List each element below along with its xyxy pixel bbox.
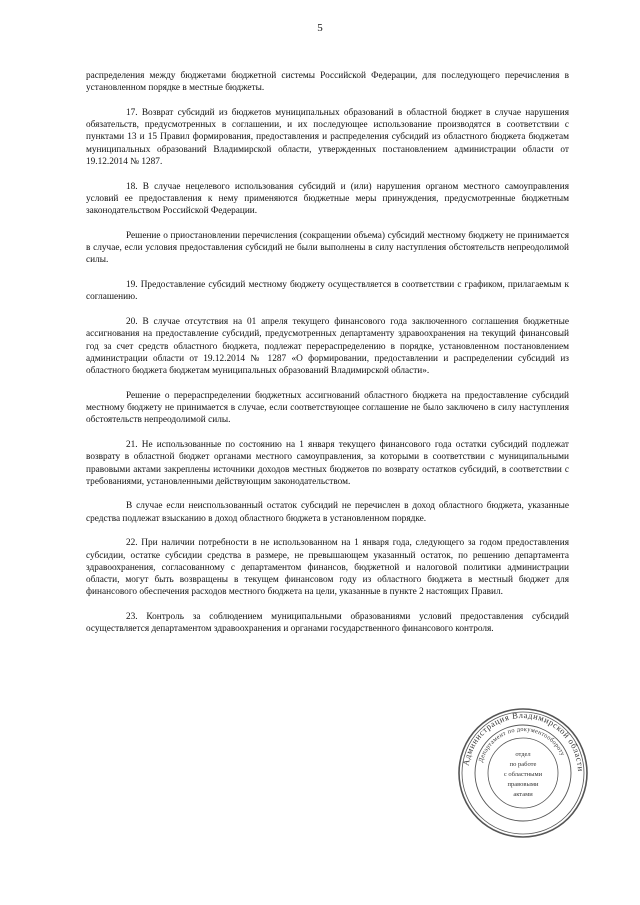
paragraph-20-decision: Решение о перераспределении бюджетных ассигнований областного бюджета на предоставление субсидий местному бюджету не принимается в случае, если соответствующее соглашение не было заключено в силу наступления обстоятельств непреодолимой силы. [86,390,569,426]
document-body [86,70,569,648]
stamp-center-line: отдел [515,751,531,758]
page-number: 5 [317,22,323,34]
stamp-center-line: актами [513,791,533,798]
stamp-center-line: по работе [509,761,537,768]
stamp-outer-text: Администрация Владимирской области [460,709,587,773]
stamp-center-line: правовыми [507,781,539,788]
paragraph-continuation: распределения между бюджетами бюджетной системы Российской Федерации, для последующего перечисления в установленном порядке в местные бюджеты. [86,71,569,94]
paragraph-18: 18. В случае нецелевого использования субсидий и (или) нарушения органом местного самоуправления условий ее предоставления к нему применяются бюджетные меры принуждения, предусмотренные бюджетным законодательством Российской Федерации. [86,181,569,217]
paragraph-20: 20. В случае отсутствия на 01 апреля текущего финансового года заключенного соглашения бюджетные ассигнования на предоставление субсидий, предусмотренных департаменту здравоохранения на текущий финансовый год за счет средств областного бюджета, подлежат перераспределению в порядке, установленном постановлением администрации области от 19.12.2014 № 1287 «О формировании, предоставлении и распределении субсидий из областного бюджета бюджетам муниципальных образований Владимирской области». [86,316,569,377]
paragraph-21-remainder: В случае если неиспользованный остаток субсидий не перечислен в доход областного бюджета, указанные средства подлежат взысканию в доход областного бюджета в установленном порядке. [86,501,569,524]
official-stamp [456,706,590,840]
paragraph-21: 21. Не использованные по состоянию на 1 января текущего финансового года остатки субсидий подлежат возврату в областной бюджет органами местного самоуправления, за которыми в соответствии с муниципальными правовыми актами закреплены источники доходов местных бюджетов по возврату остатков субсидий, в соответствии с требованиями, установленными действующим законодательством. [86,439,569,487]
paragraph-17: 17. Возврат субсидий из бюджетов муниципальных образований в областной бюджет в случае нарушения обязательств, предусмотренных в соглашении, и их последующее использование производятся в соответствии с пунктами 13 и 15 Правил формирования, предоставления и распределения субсидий из областного бюджета бюджетам муниципальных образований Владимирской области, утвержденных постановлением администрации области от 19.12.2014 № 1287. [86,107,569,168]
stamp-inner-text: Департамент по документообороту [477,725,567,764]
paragraph-23: 23. Контроль за соблюдением муниципальными образованиями условий предоставления субсидий осуществляется департаментом здравоохранения и органами государственного финансового контроля. [86,612,569,635]
stamp-center-line: с областными [503,771,543,778]
stamp-seal-icon [456,706,590,840]
paragraph-18-decision: Решение о приостановлении перечисления (сокращении объема) субсидий местному бюджету не принимается в случае, если условия предоставления субсидий не были выполнены в силу наступления обстоятельств непреодолимой силы. [86,230,569,266]
paragraph-22: 22. При наличии потребности в не использованном на 1 января года, следующего за годом предоставления субсидии, остатке субсидии средства в размере, не превышающем указанный остаток, по решению департамента здравоохранения, согласованному с департаментом финансов, бюджетной и налоговой политики администрации области, могут быть возвращены в текущем финансовом году из областного бюджета в местный бюджет для финансового обеспечения расходов местного бюджета на цели, указанные в пункте 2 настоящих Правил. [86,538,569,598]
paragraph-19: 19. Предоставление субсидий местному бюджету осуществляется в соответствии с графиком, прилагаемым к соглашению. [86,280,569,303]
